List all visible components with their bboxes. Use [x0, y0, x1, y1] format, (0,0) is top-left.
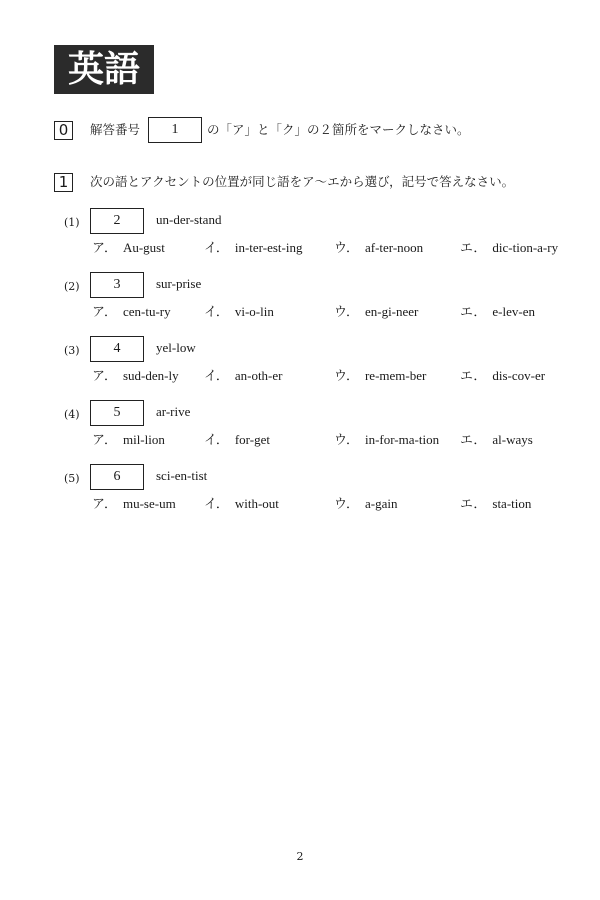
option-a	[92, 301, 171, 320]
option-label: ウ．	[334, 432, 359, 447]
target-word: ar-rive	[156, 404, 191, 419]
option-label: ア．	[92, 240, 117, 255]
option-label: ウ．	[334, 368, 359, 383]
option-text: sta-tion	[492, 496, 532, 511]
option-text: dic-tion-a-ry	[492, 240, 559, 255]
question-item-3	[64, 336, 564, 386]
option-a	[92, 429, 165, 448]
option-c	[334, 301, 418, 320]
option-c	[334, 237, 423, 256]
option-a	[92, 237, 165, 256]
option-c	[334, 429, 439, 448]
option-text: with-out	[234, 496, 279, 511]
option-a	[92, 493, 176, 512]
option-label: ア．	[92, 432, 117, 447]
option-label: エ．	[460, 368, 487, 383]
subject-title: 英語	[54, 45, 154, 94]
option-label: イ．	[204, 496, 229, 511]
option-label: ア．	[92, 368, 117, 383]
answer-box-3: 3	[90, 272, 144, 298]
option-b	[204, 365, 282, 384]
option-text: sud-den-ly	[122, 368, 179, 383]
item-number: (5)	[64, 472, 80, 485]
option-text: mu-se-um	[122, 496, 176, 511]
answer-box-2: 2	[90, 208, 144, 234]
option-label: ア．	[92, 304, 117, 319]
page-number: 2	[296, 850, 304, 863]
option-d	[460, 365, 545, 384]
item-number: (2)	[64, 280, 80, 293]
option-b	[204, 301, 274, 320]
option-text: Au-gust	[122, 240, 165, 255]
question-item-5	[64, 464, 564, 514]
option-text: re-mem-ber	[364, 368, 427, 383]
item-number: (1)	[64, 216, 80, 229]
item-number: (4)	[64, 408, 80, 421]
question-item-1	[64, 208, 564, 258]
option-b	[204, 429, 270, 448]
option-b	[204, 237, 302, 256]
option-text: al-ways	[492, 432, 533, 447]
option-label: イ．	[204, 240, 229, 255]
option-c	[334, 365, 426, 384]
option-label: エ．	[460, 496, 487, 511]
option-c	[334, 493, 397, 512]
option-text: vi-o-lin	[234, 304, 274, 319]
option-d	[460, 237, 558, 256]
option-text: af-ter-noon	[364, 240, 424, 255]
option-label: ウ．	[334, 304, 359, 319]
answer-box-1: 1	[148, 117, 202, 143]
option-text: in-for-ma-tion	[364, 432, 440, 447]
option-label: イ．	[204, 304, 229, 319]
question-0-instruction: の「ア」と「ク」の２箇所をマークしなさい。	[207, 122, 470, 137]
option-label: エ．	[460, 304, 487, 319]
option-text: mil-lion	[122, 432, 165, 447]
option-text: a-gain	[364, 496, 398, 511]
option-label: イ．	[204, 368, 229, 383]
option-text: an-oth-er	[234, 368, 283, 383]
question-1-instruction: 次の語とアクセントの位置が同じ語をア～エから選び，記号で答えなさい。	[90, 174, 515, 189]
question-1-number: 1	[54, 173, 73, 192]
option-label: エ．	[460, 240, 487, 255]
option-label: エ．	[460, 432, 487, 447]
question-0-number: 0	[54, 121, 73, 140]
option-d	[460, 493, 531, 512]
option-text: cen-tu-ry	[122, 304, 171, 319]
answer-box-6: 6	[90, 464, 144, 490]
option-text: en-gi-neer	[364, 304, 419, 319]
question-0-prefix: 解答番号	[90, 122, 141, 137]
option-d	[460, 301, 535, 320]
option-label: ウ．	[334, 240, 359, 255]
option-d	[460, 429, 533, 448]
option-b	[204, 493, 279, 512]
item-number: (3)	[64, 344, 80, 357]
answer-box-4: 4	[90, 336, 144, 362]
target-word: yel-low	[156, 340, 196, 355]
target-word: sci-en-tist	[156, 468, 208, 483]
option-label: ウ．	[334, 496, 359, 511]
question-item-4	[64, 400, 564, 450]
target-word: un-der-stand	[156, 212, 222, 227]
target-word: sur-prise	[156, 276, 202, 291]
question-item-2	[64, 272, 564, 322]
answer-box-5: 5	[90, 400, 144, 426]
option-text: e-lev-en	[492, 304, 535, 319]
option-text: in-ter-est-ing	[234, 240, 303, 255]
option-text: for-get	[234, 432, 270, 447]
option-a	[92, 365, 179, 384]
option-label: ア．	[92, 496, 117, 511]
option-label: イ．	[204, 432, 229, 447]
option-text: dis-cov-er	[492, 368, 546, 383]
